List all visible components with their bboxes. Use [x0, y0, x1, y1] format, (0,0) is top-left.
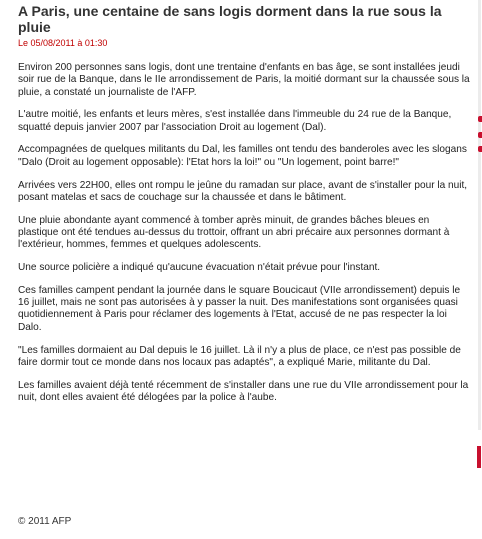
article-title: A Paris, une centaine de sans logis dorment dans la rue sous la pluie [18, 3, 442, 35]
article-paragraph: Une pluie abondante ayant commencé à tomber après minuit, de grandes bâches bleues en plastique ont été tendues au-dessus du trottoir, offrant un abri précaire aux personnes dormant à l'extérieur, hommes, femmes et quelques adolescents. [18, 214, 450, 251]
article-paragraph: L'autre moitié, les enfants et leurs mères, s'est installée dans l'immeuble du 24 rue de la Banque, squatté depuis janvier 2007 par l'association Droit au logement (Dal). [18, 109, 452, 133]
edge-logo-fragment [477, 116, 482, 154]
article-paragraph: Les familles avaient déjà tenté récemment de s'installer dans une rue du VIIe arrondissement pour la nuit, dont elles avaient été délogées par la police à l'aube. [18, 379, 469, 403]
article-paragraph: Accompagnées de quelques militants du Dal, les familles ont tendu des banderoles avec les slogans "Dalo (Droit au logement opposable): l'Etat hors la loi!" ou "Un logement, point barre!" [18, 144, 467, 168]
edge-strip-background [478, 0, 481, 430]
article-paragraph: Environ 200 personnes sans logis, dont une trentaine d'enfants en bas âge, se sont installées jeudi soir rue de la Banque, dans le IIe arrondissement de Paris, la moitié dormant sur la chaussée sous la pluie, a constaté un journaliste de l'AFP. [18, 62, 470, 98]
article-paragraph: Arrivées vers 22H00, elles ont rompu le jeûne du ramadan sur place, avant de s'installer pour la nuit, posant matelas et sacs de couchage sur la chaussée et dans le bâtiment. [18, 179, 468, 203]
copyright-notice: © 2011 AFP [18, 516, 72, 527]
article-paragraph: Une source policière a indiqué qu'aucune évacuation n'était prévue pour l'instant. [18, 262, 381, 274]
article-body [18, 62, 470, 415]
edge-accent-mark [477, 446, 481, 468]
article-paragraph: Ces familles campent pendant la journée dans le square Boucicaut (VIIe arrondissement) depuis le 16 juillet, mais ne sont pas autorisées à y passer la nuit. Des manifestations sont organisées quasi quotidiennement à Paris pour réclamer des logements à l'Etat, accusé de ne pas respecter la loi Dalo. [18, 284, 461, 333]
article-paragraph: "Les familles dormaient au Dal depuis le 16 juillet. Là il n'y a plus de place, ce n'est pas possible de faire dormir tout ce monde dans nos locaux pas adaptés", a expliqué Marie, militante du Dal. [18, 344, 461, 368]
page-edge-strip [477, 0, 482, 539]
article-dateline: Le 05/08/2011 à 01:30 [18, 38, 108, 48]
